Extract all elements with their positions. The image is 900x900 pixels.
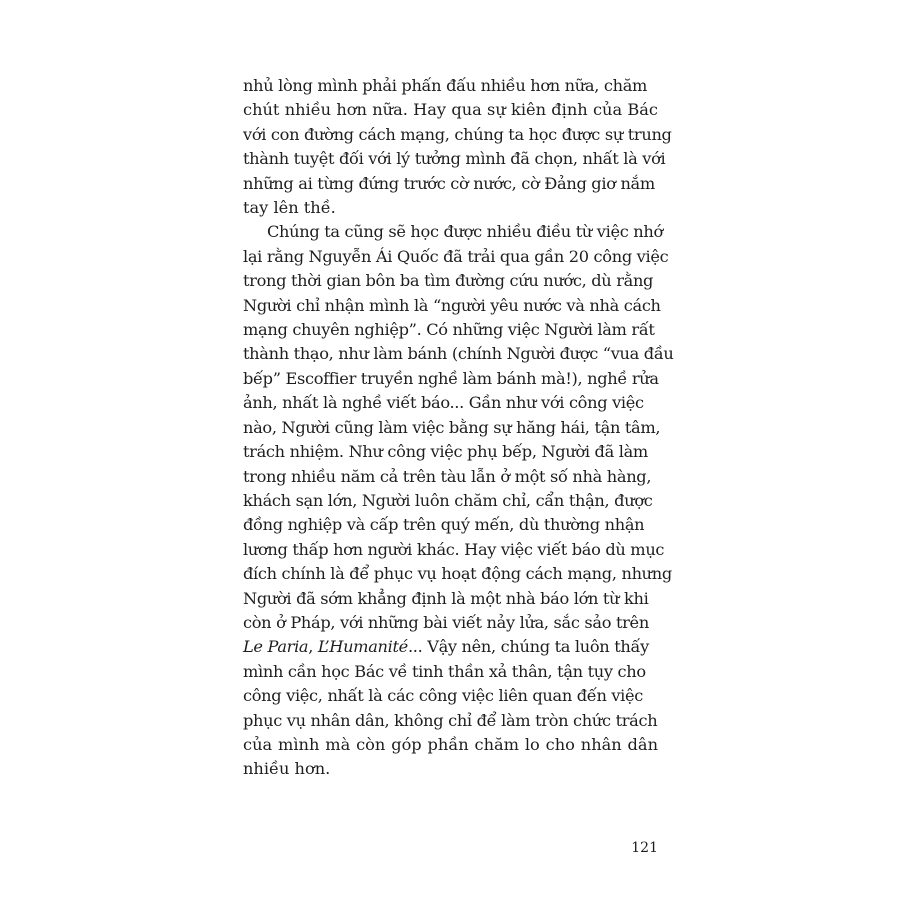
text-line: đồng nghiệp và cấp trên quý mến, dù thường nhận [243,515,645,535]
publication-title: L’Humanité [317,637,408,657]
text-line: Chúng ta cũng sẽ học được nhiều điều từ việc nhớ [267,222,663,242]
page-number: 121 [631,840,658,856]
body-text [243,74,674,782]
text-line: Người chỉ nhận mình là “người yêu nước và nhà cách [243,295,661,315]
text-line: lương thấp hơn người khác. Hay việc viết báo dù mục [243,539,665,559]
text-line: khách sạn lớn, Người luôn chăm chỉ, cẩn thận, được [243,490,653,510]
text-line: đích chính là để phục vụ hoạt động cách mạng, nhưng [243,564,672,584]
text-line: chút nhiều hơn nữa. Hay qua sự kiên định của Bác [243,100,658,120]
text-line: trong thời gian bôn ba tìm đường cứu nước, dù rằng [243,271,654,291]
text-line: trong nhiều năm cả trên tàu lẫn ở một số nhà hàng, [243,466,652,486]
text-line: mình cần học Bác về tinh thần xả thân, tận tụy cho [243,661,646,681]
text-line: thành tuyệt đối với lý tưởng mình đã chọn, nhất là với [243,149,666,169]
text-line: công việc, nhất là các công việc liên quan đến việc [243,686,644,706]
text-line: với con đường cách mạng, chúng ta học được sự trung [243,124,672,144]
text-line: nhủ lòng mình phải phấn đấu nhiều hơn nữa, chăm [243,76,648,95]
text-line: ảnh, nhất là nghề viết báo... Gần như với công việc [243,393,644,413]
publication-title: Le Paria [243,637,309,657]
text-line: những ai từng đứng trước cờ nước, cờ Đảng giơ nắm [243,173,655,193]
text-line: bếp” Escoffier truyền nghề làm bánh mà!), nghề rửa [243,368,659,388]
paragraph-2 [243,220,674,781]
separator-text: , [308,637,318,657]
text-line: nào, Người cũng làm việc bằng sự hăng hái, tận tâm, [243,417,661,437]
text-line: lại rằng Nguyễn Ái Quốc đã trải qua gần 20 công việc [243,246,669,266]
text-line: tay lên thề. [243,198,336,218]
text-line: Người đã sớm khẳng định là một nhà báo lớn từ khi [243,588,649,608]
paragraph-1 [243,74,672,220]
text-line-with-titles [243,635,658,659]
text-fragment: ... Vậy nên, chúng ta luôn thấy [407,637,649,657]
text-line: thành thạo, như làm bánh (chính Người được “vua đầu [243,344,674,364]
text-line: trách nhiệm. Như công việc phụ bếp, Người đã làm [243,442,648,462]
text-line: của mình mà còn góp phần chăm lo cho nhân dân [243,734,658,754]
text-line: phục vụ nhân dân, không chỉ để làm tròn chức trách [243,710,658,730]
text-line: nhiều hơn. [243,759,331,779]
text-line: mạng chuyên nghiệp”. Có những việc Người làm rất [243,320,655,340]
text-line: còn ở Pháp, với những bài viết nảy lửa, sắc sảo trên [243,612,649,632]
